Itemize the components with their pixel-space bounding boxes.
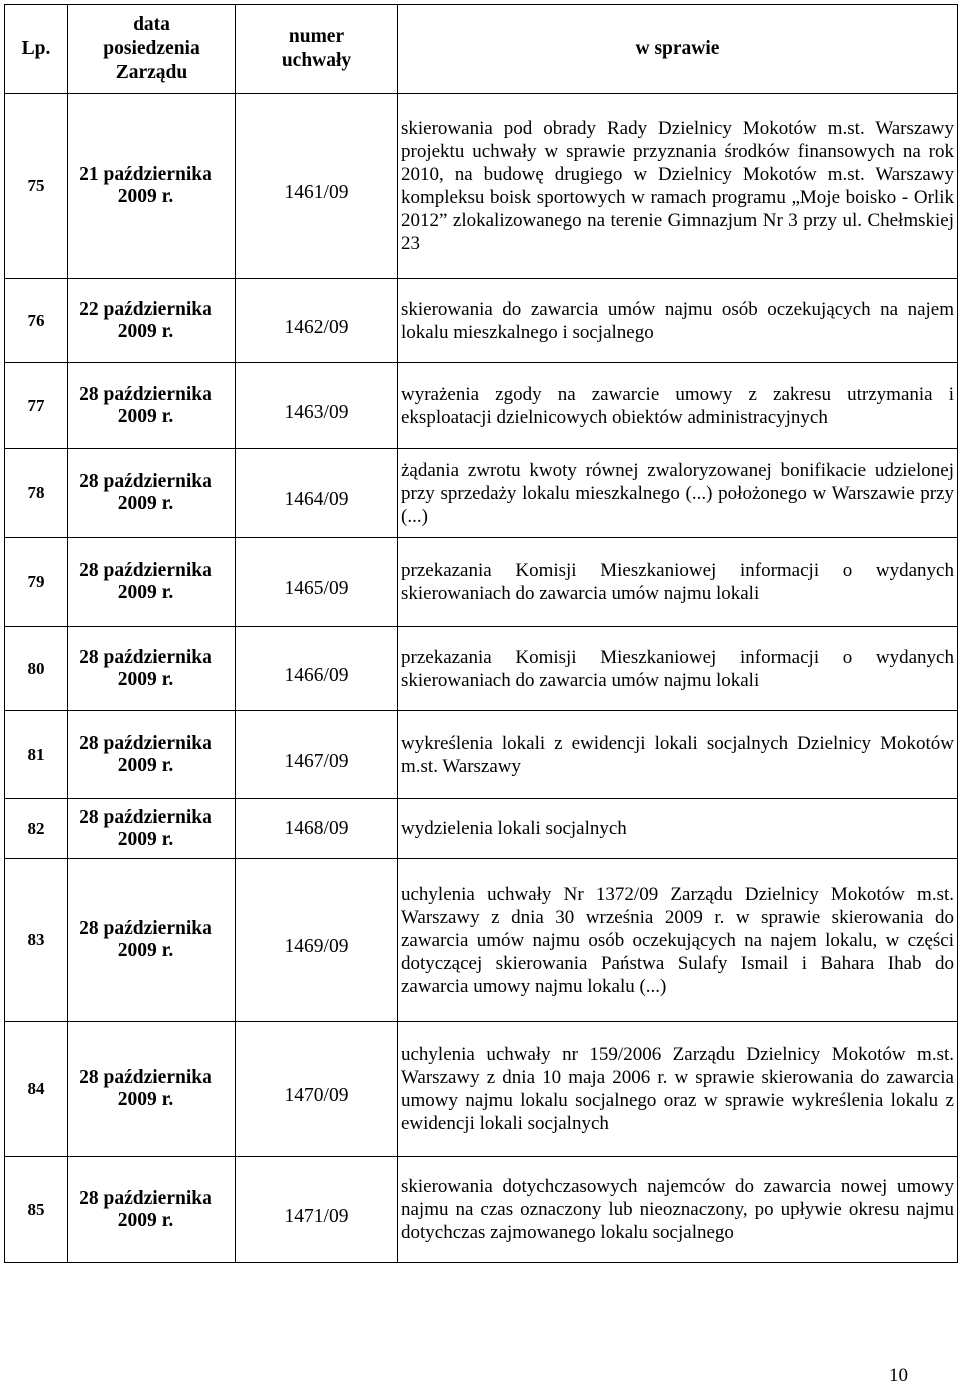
row-subject: wykreślenia lokali z ewidencji lokali socjalnych Dzielnicy Mokotów m.st. Warszawy: [398, 711, 958, 799]
row-lp: 75: [5, 94, 68, 279]
table-row: [5, 363, 958, 449]
row-lp: 84: [5, 1022, 68, 1157]
row-subject: uchylenia uchwały nr 159/2006 Zarządu Dzielnicy Mokotów m.st. Warszawy z dnia 10 maja 2006 r. w sprawie skierowania do zawarcia umowy najmu lokalu socjalnego oraz w sprawie wykreślenia lokalu z ewidencji lokali socjalnych: [398, 1022, 958, 1157]
row-date: 28 października 2009 r.: [68, 627, 236, 711]
row-number: 1466/09: [236, 627, 398, 711]
row-subject: wydzielenia lokali socjalnych: [398, 799, 958, 859]
table-row: [5, 449, 958, 538]
row-subject: wyrażenia zgody na zawarcie umowy z zakresu utrzymania i eksploatacji dzielnicowych obiektów administracyjnych: [398, 363, 958, 449]
row-number: 1462/09: [236, 279, 398, 363]
row-lp: 78: [5, 449, 68, 538]
table-row: [5, 711, 958, 799]
table-row: [5, 279, 958, 363]
table-row: [5, 859, 958, 1022]
header-subject: w sprawie: [398, 5, 958, 94]
row-subject: uchylenia uchwały Nr 1372/09 Zarządu Dzielnicy Mokotów m.st. Warszawy z dnia 30 września 2009 r. w sprawie skierowania do zawarcia umów najmu osób oczekujących na najem lokalu, w części dotyczącej skierowania Państwa Sulafy Ismail i Bahara Ihab do zawarcia umowy najmu lokalu (...): [398, 859, 958, 1022]
row-lp: 85: [5, 1157, 68, 1263]
row-date: 28 października 2009 r.: [68, 363, 236, 449]
table-row: [5, 627, 958, 711]
row-date: 28 października 2009 r.: [68, 711, 236, 799]
row-date: 28 października 2009 r.: [68, 538, 236, 627]
row-number: 1467/09: [236, 711, 398, 799]
row-lp: 83: [5, 859, 68, 1022]
table-row: [5, 1022, 958, 1157]
row-date: 28 października 2009 r.: [68, 859, 236, 1022]
row-lp: 76: [5, 279, 68, 363]
row-subject: żądania zwrotu kwoty równej zwaloryzowanej bonifikacie udzielonej przy sprzedaży lokalu mieszkalnego (...) położonego w Warszawie przy (...): [398, 449, 958, 538]
row-subject: przekazania Komisji Mieszkaniowej informacji o wydanych skierowaniach do zawarcia umów najmu lokali: [398, 627, 958, 711]
row-date: 21 października 2009 r.: [68, 94, 236, 279]
resolutions-table: [4, 4, 958, 1263]
row-lp: 80: [5, 627, 68, 711]
table-row: [5, 538, 958, 627]
row-date: 28 października 2009 r.: [68, 449, 236, 538]
row-subject: skierowania do zawarcia umów najmu osób oczekujących na najem lokalu mieszkalnego i socjalnego: [398, 279, 958, 363]
row-number: 1463/09: [236, 363, 398, 449]
row-subject: przekazania Komisji Mieszkaniowej informacji o wydanych skierowaniach do zawarcia umów najmu lokali: [398, 538, 958, 627]
row-number: 1471/09: [236, 1157, 398, 1263]
row-date: 28 października 2009 r.: [68, 1157, 236, 1263]
row-subject: skierowania pod obrady Rady Dzielnicy Mokotów m.st. Warszawy projektu uchwały w sprawie przyznania środków finansowych na rok 2010, na budowę drugiego w Dzielnicy Mokotów m.st. Warszawy kompleksu boisk sportowych w ramach programu „Moje boisko - Orlik 2012” zlokalizowanego na terenie Gimnazjum Nr 3 przy ul. Chełmskiej 23: [398, 94, 958, 279]
row-lp: 81: [5, 711, 68, 799]
row-number: 1468/09: [236, 799, 398, 859]
row-lp: 77: [5, 363, 68, 449]
row-number: 1464/09: [236, 449, 398, 538]
header-lp: Lp.: [5, 5, 68, 94]
row-date: 22 października 2009 r.: [68, 279, 236, 363]
table-row: [5, 1157, 958, 1263]
table-row: [5, 94, 958, 279]
row-lp: 79: [5, 538, 68, 627]
row-lp: 82: [5, 799, 68, 859]
row-number: 1469/09: [236, 859, 398, 1022]
row-number: 1465/09: [236, 538, 398, 627]
page-number: 10: [889, 1365, 908, 1386]
row-date: 28 października 2009 r.: [68, 1022, 236, 1157]
row-subject: skierowania dotychczasowych najemców do zawarcia nowej umowy najmu na czas oznaczony lub nieoznaczony, po upływie okresu najmu dotychczas zajmowanego lokalu socjalnego: [398, 1157, 958, 1263]
row-number: 1461/09: [236, 94, 398, 279]
header-row: [5, 5, 958, 94]
header-number: numer uchwały: [236, 5, 398, 94]
row-number: 1470/09: [236, 1022, 398, 1157]
header-date: data posiedzenia Zarządu: [68, 5, 236, 94]
table-row: [5, 799, 958, 859]
row-date: 28 października 2009 r.: [68, 799, 236, 859]
